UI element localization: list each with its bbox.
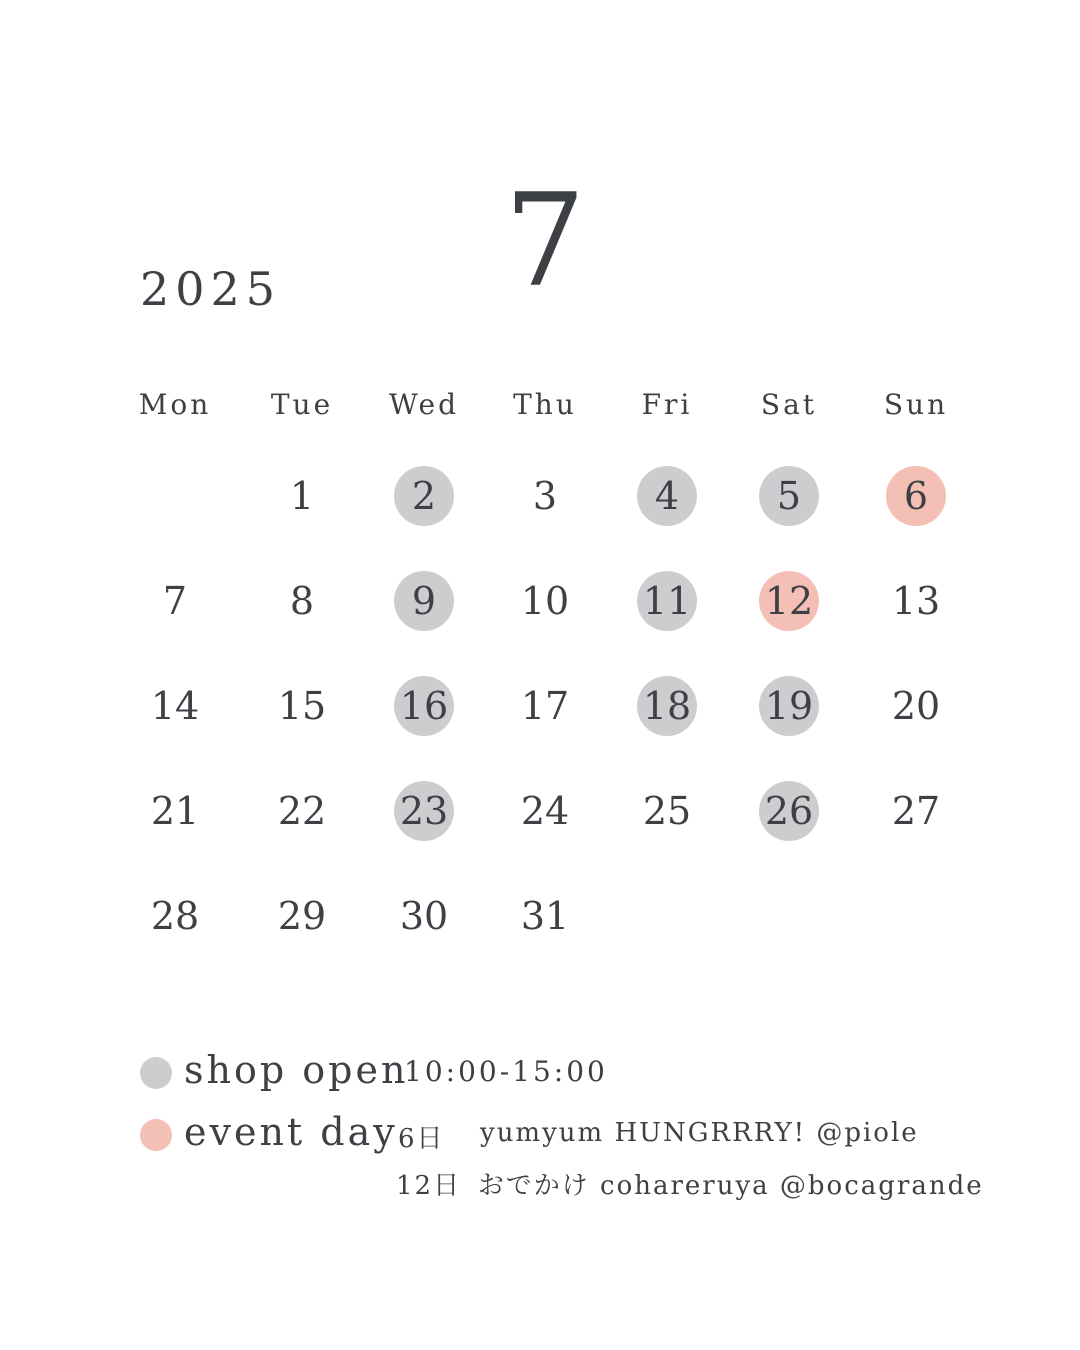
day-cell: 25 — [642, 789, 692, 833]
day-cell: 31 — [520, 894, 570, 938]
day-cell: 27 — [891, 789, 941, 833]
day-cell: 10 — [520, 579, 570, 623]
day-cell: 6 — [886, 466, 946, 526]
shop-open-hours: 10:00-15:00 — [404, 1055, 608, 1088]
shop-open-label: shop open — [184, 1048, 409, 1092]
day-cell: 23 — [394, 781, 454, 841]
year-label: 2025 — [140, 262, 282, 316]
day-cell: 18 — [637, 676, 697, 736]
day-cell: 15 — [277, 684, 327, 728]
day-cell: 20 — [891, 684, 941, 728]
day-cell: 3 — [532, 474, 558, 518]
day-cell: 7 — [162, 579, 188, 623]
day-cell: 17 — [520, 684, 570, 728]
day-cell: 19 — [759, 676, 819, 736]
weekday-sat: Sat — [760, 388, 818, 421]
shop-open-dot — [140, 1057, 172, 1089]
day-cell: 9 — [394, 571, 454, 631]
event-date: 12日 — [396, 1171, 462, 1201]
day-cell: 11 — [637, 571, 697, 631]
month-number: 7 — [504, 167, 586, 316]
day-cell: 1 — [289, 474, 315, 518]
event-date: 6日 — [398, 1124, 445, 1154]
day-cell: 14 — [150, 684, 200, 728]
day-cell: 2 — [394, 466, 454, 526]
day-cell: 24 — [520, 789, 570, 833]
day-cell: 28 — [150, 894, 200, 938]
day-cell: 26 — [759, 781, 819, 841]
weekday-tue: Tue — [270, 388, 334, 421]
day-cell: 30 — [399, 894, 449, 938]
weekday-wed: Wed — [389, 388, 459, 421]
day-cell: 29 — [277, 894, 327, 938]
event-description: おでかけ cohareruya @bocagrande — [478, 1171, 984, 1201]
day-cell: 21 — [150, 789, 200, 833]
weekday-fri: Fri — [641, 388, 693, 421]
day-cell: 22 — [277, 789, 327, 833]
event-description: yumyum HUNGRRRY! @piole — [480, 1118, 919, 1148]
day-cell: 12 — [759, 571, 819, 631]
event-day-label: event day — [184, 1110, 398, 1154]
weekday-sun: Sun — [883, 388, 949, 421]
event-day-dot — [140, 1119, 172, 1151]
day-cell: 16 — [394, 676, 454, 736]
weekday-mon: Mon — [138, 388, 212, 421]
weekday-thu: Thu — [513, 388, 577, 421]
day-cell: 5 — [759, 466, 819, 526]
day-cell: 13 — [891, 579, 941, 623]
day-cell: 4 — [637, 466, 697, 526]
day-cell: 8 — [289, 579, 315, 623]
